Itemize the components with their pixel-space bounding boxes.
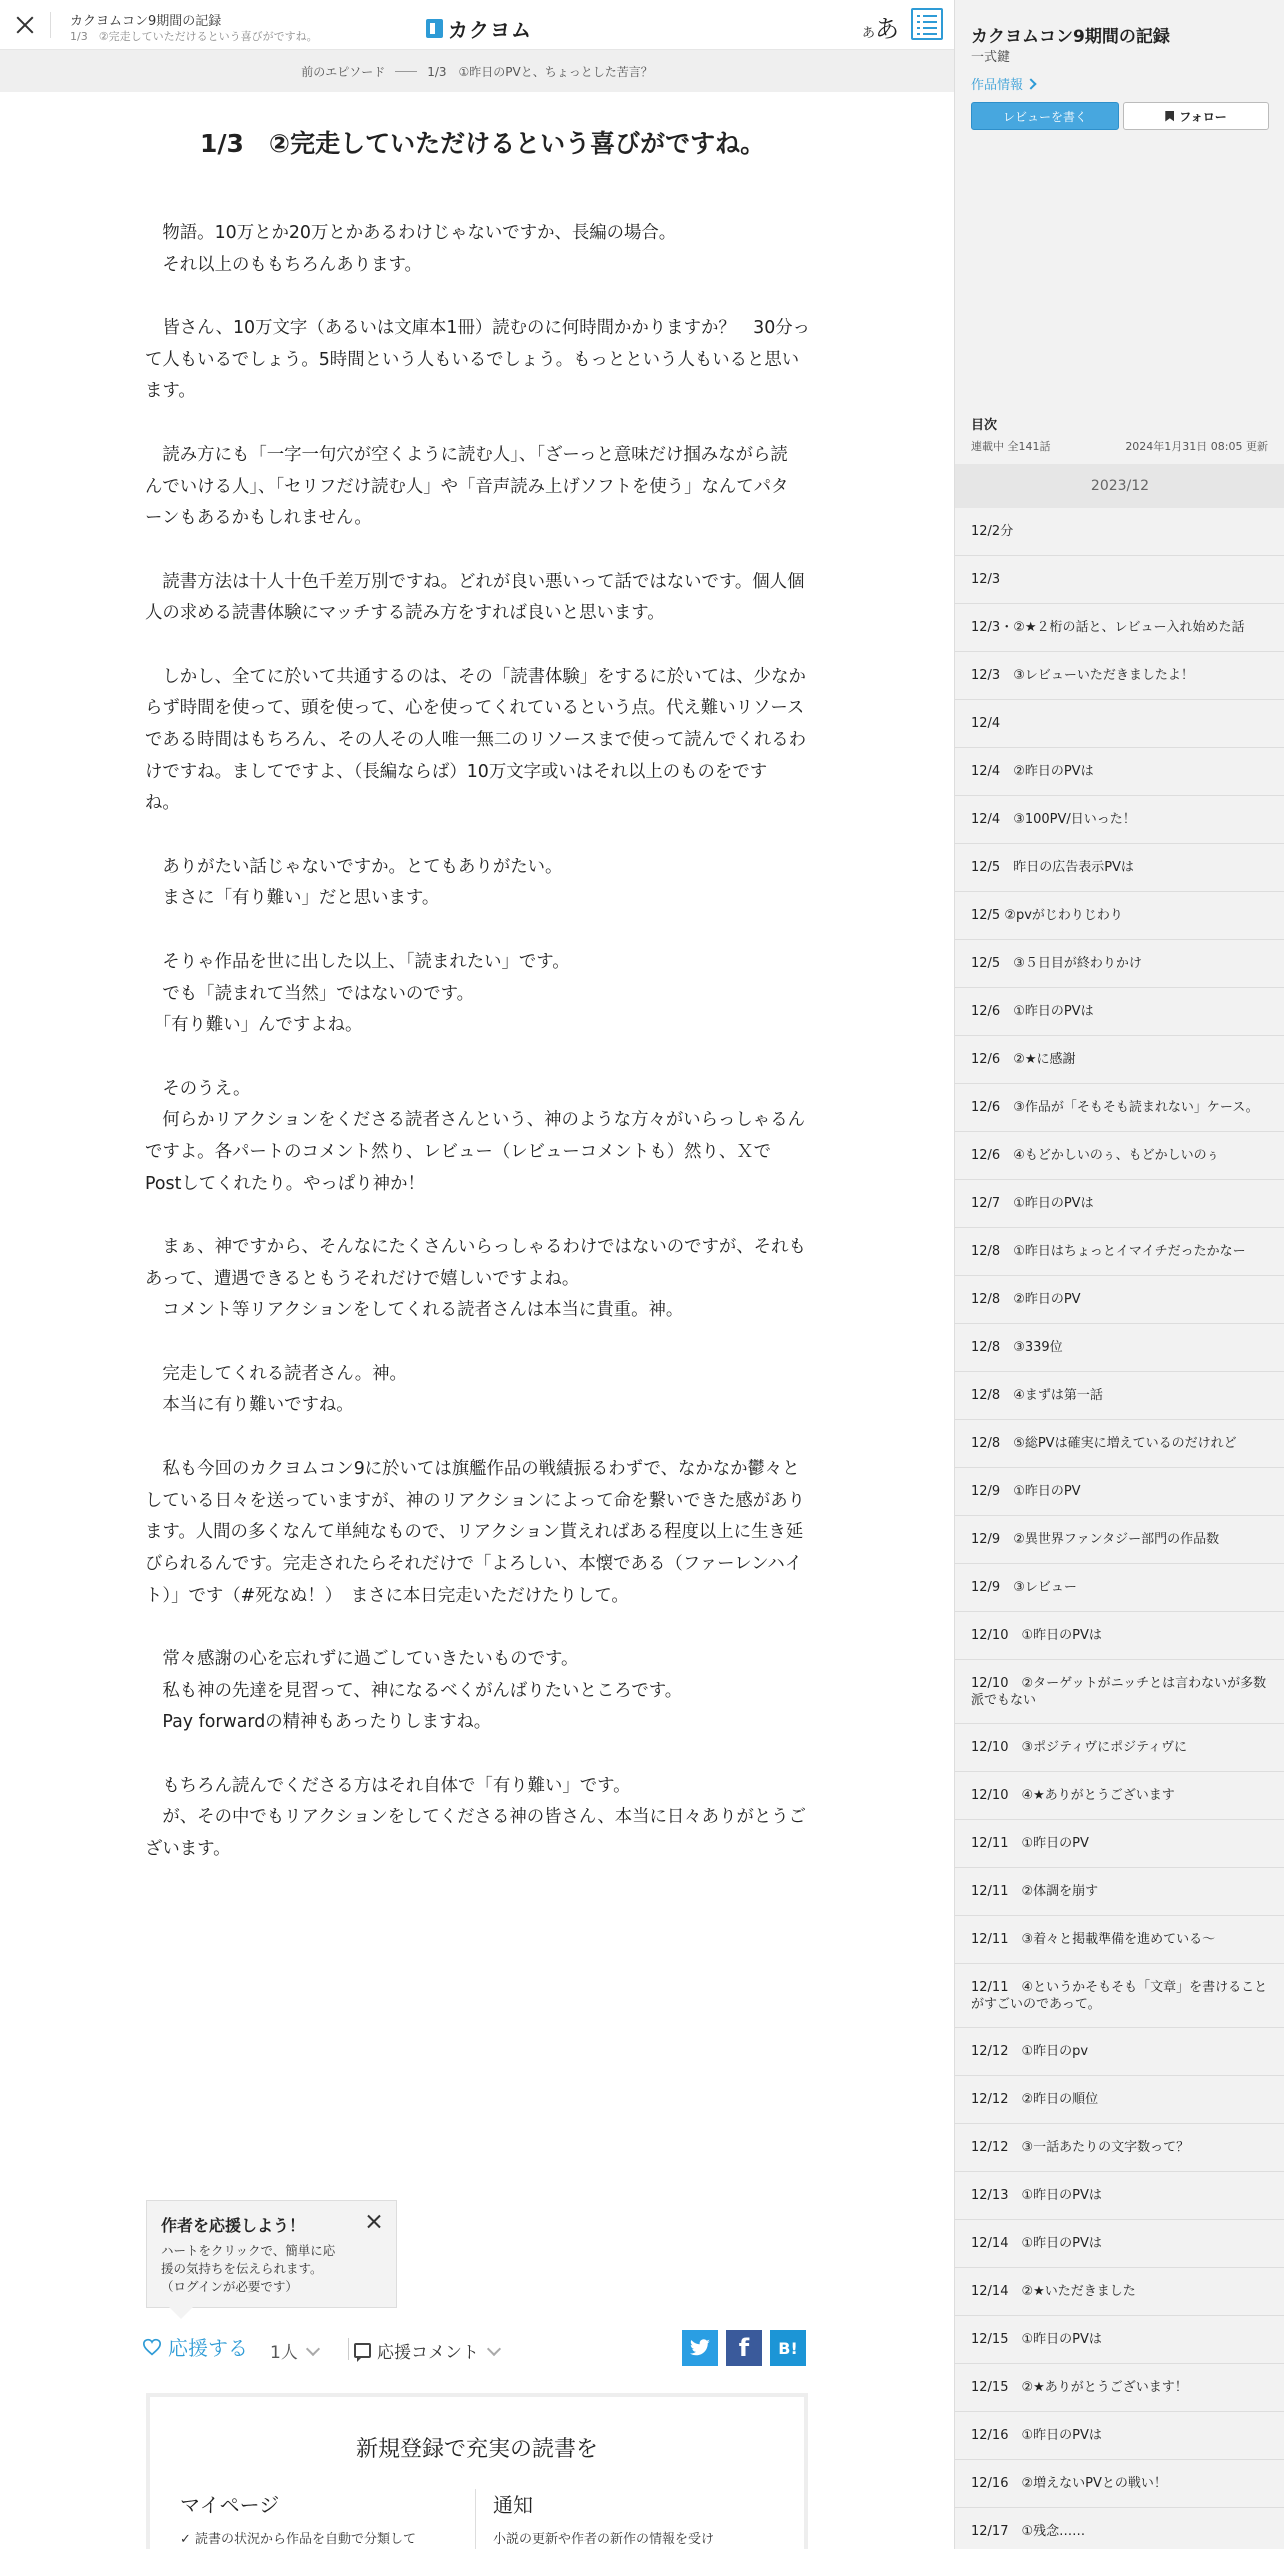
register-feature-notify: [493, 2489, 783, 2547]
toc-item[interactable]: 12/12 ③一話あたりの文字数って？: [955, 2124, 1284, 2172]
body-line: [145, 1200, 815, 1232]
body-line: [145, 1327, 815, 1359]
comment-icon: [354, 2343, 371, 2358]
body-line: [145, 820, 815, 852]
toc-item[interactable]: 12/10 ③ポジティヴにポジティヴに: [955, 1724, 1284, 1772]
toc-list: [955, 508, 1284, 2549]
cheer-tooltip: [146, 2200, 397, 2308]
body-line: 人の求める読書体験にマッチする読み方をすれば良いと思います。: [145, 603, 665, 624]
prev-episode-label[interactable]: 前のエピソード: [301, 64, 386, 79]
body-line: [145, 1422, 815, 1454]
chevron-down-icon: [306, 2341, 320, 2355]
body-line: でも「読まれて当然」ではないのです。: [145, 983, 475, 1004]
body-line: 何らかリアクションをくださる読者さんという、神のような方々がいらっしゃるん: [145, 1110, 805, 1131]
logo-text: カクヨム: [448, 18, 532, 42]
body-line: らず時間を使って、頭を使って、心を使ってくれているという点。代え難いリソース: [145, 698, 805, 719]
tooltip-body: [161, 2242, 382, 2296]
toc-item[interactable]: 12/17 ①残念……: [955, 2508, 1284, 2549]
work-info-link[interactable]: [971, 74, 1035, 93]
tooltip-line: （ログインが必要です）: [161, 2279, 298, 2294]
body-line: が、その中でもリアクションをしてくださる神の皆さん、本当に日々ありがとうご: [145, 1807, 807, 1828]
toc-item[interactable]: 12/9 ③レビュー: [955, 1564, 1284, 1612]
sidebar-work-title[interactable]: カクヨムコン9期間の記録: [971, 27, 1170, 47]
toc-item[interactable]: 12/11 ②体調を崩す: [955, 1868, 1284, 1916]
body-line: している日々を送っていますが、神のリアクションによって命を繋いできた感があり: [145, 1490, 805, 1511]
toc-item[interactable]: 12/9 ①昨日のPV: [955, 1468, 1284, 1516]
font-small-glyph: あ: [862, 26, 876, 41]
register-card: [146, 2393, 808, 2549]
body-line: そのうえ。: [145, 1078, 251, 1099]
episode-body: [145, 218, 815, 1866]
toc-item[interactable]: 12/4: [955, 700, 1284, 748]
feature-heading: マイページ: [180, 2493, 280, 2517]
body-line: である時間はもちろん、その人その人唯一無二のリソースまで使って読んでくれるわ: [145, 730, 807, 750]
cheer-count[interactable]: [270, 2338, 318, 2363]
body-line: 皆さん、10万文字（あるいは文庫本1冊）読むのに何時間かかりますか？ 30分っ: [145, 318, 811, 339]
body-line: それ以上のももちろんあります。: [145, 254, 422, 275]
body-line: そりゃ作品を世に出した以上、「読まれたい」です。: [145, 951, 570, 972]
toc-item[interactable]: 12/14 ②★いただきました: [955, 2268, 1284, 2316]
action-separator: [348, 2338, 349, 2360]
toc-item[interactable]: 12/10 ④★ありがとうございます: [955, 1772, 1284, 1820]
table-of-contents-icon[interactable]: [911, 8, 943, 40]
body-line: [145, 281, 815, 313]
body-line: ーンもあるかもしれません。: [145, 508, 372, 529]
toc-item[interactable]: 12/6 ④もどかしいのぅ、もどかしいのぅ: [955, 1132, 1284, 1180]
toc-item[interactable]: 12/12 ②昨日の順位: [955, 2076, 1284, 2124]
body-line: ね。: [145, 793, 180, 814]
facebook-share-button[interactable]: f: [726, 2330, 762, 2366]
action-bar: [142, 2328, 807, 2368]
toc-item[interactable]: 12/15 ①昨日のPVは: [955, 2316, 1284, 2364]
chevron-right-icon: [1025, 78, 1036, 89]
hatena-bookmark-button[interactable]: B!: [770, 2330, 806, 2366]
follow-button[interactable]: [1123, 102, 1269, 130]
toc-month-header[interactable]: 2023/12: [955, 464, 1284, 508]
close-icon[interactable]: [12, 12, 38, 38]
cheer-comment-button[interactable]: [354, 2338, 499, 2363]
work-info-label: 作品情報: [971, 78, 1024, 93]
toc-item[interactable]: 12/11 ①昨日のPV: [955, 1820, 1284, 1868]
toc-item[interactable]: 12/2分: [955, 508, 1284, 556]
toc-item[interactable]: 12/5 ③５日目が終わりかけ: [955, 940, 1284, 988]
toc-item[interactable]: 12/5 昨日の広告表示PVは: [955, 844, 1284, 892]
toc-item[interactable]: 12/7 ①昨日のPVは: [955, 1180, 1284, 1228]
toc-item[interactable]: 12/8 ①昨日はちょっとイマイチだったかなー: [955, 1228, 1284, 1276]
tooltip-tail: [169, 2307, 193, 2319]
follow-label: フォロー: [1179, 109, 1227, 124]
body-line: まさに「有り難い」だと思います。: [145, 888, 440, 909]
font-size-button[interactable]: [862, 9, 899, 44]
body-line: [145, 535, 815, 567]
cheer-count-value: 1人: [270, 2343, 298, 2363]
prev-episode-title[interactable]: 1/3 ①昨日のPVと、ちょっとした苦言？: [427, 64, 653, 79]
body-line: けですね。ましてですよ、（長編ならば）10万文字或いはそれ以上のものをです: [145, 761, 768, 782]
top-header: [0, 0, 954, 50]
font-large-glyph: あ: [875, 15, 900, 43]
chevron-down-icon: [487, 2341, 501, 2355]
body-line: ます。: [145, 381, 196, 402]
toc-item[interactable]: 12/14 ①昨日のPVは: [955, 2220, 1284, 2268]
body-line: あって、遭遇できるともうそれだけで嬉しいですよね。: [145, 1268, 580, 1289]
feature-text: 小説の更新や作者の新作の情報を受け: [493, 2532, 715, 2547]
work-title[interactable]: カクヨムコン9期間の記録: [70, 14, 222, 29]
toc-item[interactable]: 12/4 ②昨日のPVは: [955, 748, 1284, 796]
body-line: ます。人間の多くなんて単純なもので、リアクション貰えればある程度以上に生き延: [145, 1522, 804, 1543]
body-line: 本当に有り難いですね。: [145, 1395, 354, 1416]
twitter-bird-icon: [689, 2339, 711, 2357]
body-line: ありがたい話じゃないですか。とてもありがたい。: [145, 856, 563, 877]
toc-item[interactable]: 12/9 ②異世界ファンタジー部門の作品数: [955, 1516, 1284, 1564]
tooltip-line: 援の気持ちを伝えられます。: [161, 2261, 323, 2276]
sidebar: [954, 0, 1284, 2549]
body-line: Postしてくれたり。やっぱり神か！: [145, 1173, 425, 1194]
toc-item[interactable]: 12/12 ①昨日のpv: [955, 2028, 1284, 2076]
body-line: 私も今回のカクヨムコン9に於いては旗艦作品の戦績振るわずで、なかなか鬱々と: [145, 1458, 800, 1479]
episode-subtitle: 1/3 ②完走していただけるという喜びがですね。: [70, 30, 318, 43]
register-feature-mypage: [180, 2489, 450, 2547]
bookmark-plus-icon: [1165, 111, 1174, 122]
toc-item[interactable]: 12/6 ②★に感謝: [955, 1036, 1284, 1084]
register-title: 新規登録で充実の読書を: [355, 2437, 598, 2462]
toc-item[interactable]: 12/15 ②★ありがとうございます！: [955, 2364, 1284, 2412]
feature-text: ✓ 読書の状況から作品を自動で分類して: [180, 2532, 417, 2547]
body-line: [145, 1739, 815, 1771]
sidebar-author[interactable]: 一式鍵: [971, 50, 1011, 65]
body-line: Pay forwardの精神もあったりしますね。: [145, 1712, 492, 1733]
toc-item[interactable]: 12/8 ④まずは第一話: [955, 1372, 1284, 1420]
toc-item[interactable]: 12/6 ③作品が「そもそも読まれない」ケース。: [955, 1084, 1284, 1132]
twitter-share-button[interactable]: [682, 2330, 718, 2366]
body-line: 完走してくれる読者さん。神。: [145, 1363, 407, 1384]
header-divider: [50, 12, 51, 38]
write-review-button[interactable]: レビューを書く: [971, 102, 1119, 130]
body-line: 読書方法は十人十色千差万別ですね。どれが良い悪いって話ではないです。個人個: [145, 571, 805, 592]
tooltip-line: ハートをクリックで、簡単に応: [161, 2243, 336, 2258]
toc-item[interactable]: 12/10 ②ターゲットがニッチとは言わないが多数派でもない: [955, 1660, 1284, 1724]
toc-item[interactable]: 12/4 ③100PV/日いった！: [955, 796, 1284, 844]
feature-heading: 通知: [493, 2493, 533, 2517]
body-line: ト）」です（#死なぬ！） まさに本日完走いただけたりして。: [145, 1585, 629, 1606]
toc-item[interactable]: 12/11 ③着々と掲載準備を進めている〜: [955, 1916, 1284, 1964]
toc-item[interactable]: 12/11 ④というかそもそも「文章」を書けることがすごいのであって。: [955, 1964, 1284, 2028]
body-line: んでいける人」、「セリフだけ読む人」や「音声読み上げソフトを使う」なんてパタ: [145, 476, 789, 497]
toc-item[interactable]: 12/8 ③339位: [955, 1324, 1284, 1372]
toc-item[interactable]: 12/3: [955, 556, 1284, 604]
body-line: [145, 1612, 815, 1644]
body-line: て人もいるでしょう。5時間という人もいるでしょう。もっとという人もいると思い: [145, 349, 800, 370]
tooltip-title: 作者を応援しよう！: [161, 2216, 306, 2235]
body-line: ですよ。各パートのコメント然り、レビュー（レビューコメントも）然り、Ｘで: [145, 1141, 772, 1162]
body-line: もちろん読んでくださる方はそれ自体で「有り難い」です。: [145, 1775, 631, 1796]
episode-title: 1/3 ②完走していただけるという喜びがですね。: [200, 129, 766, 158]
toc-item[interactable]: 12/5 ②pvがじわりじわり: [955, 892, 1284, 940]
toc-item[interactable]: 12/16 ①昨日のPVは: [955, 2412, 1284, 2460]
body-line: [145, 1042, 815, 1074]
body-line: しかし、全てに於いて共通するのは、その「読書体験」をするに於いては、少なか: [145, 666, 806, 687]
body-line: 読み方にも「一字一句穴が空くように読む人」、「ざーっと意味だけ掴みながら読: [145, 444, 788, 465]
tooltip-close-icon[interactable]: [366, 2213, 382, 2229]
body-line: 常々感謝の心を忘れずに過ごしていきたいものです。: [145, 1648, 579, 1669]
register-divider: [475, 2489, 476, 2549]
body-line: [145, 408, 815, 440]
toc-item[interactable]: 12/13 ①昨日のPVは: [955, 2172, 1284, 2220]
body-line: 物語。10万とか20万とかあるわけじゃないですか、長編の場合。: [145, 223, 677, 243]
toc-item[interactable]: 12/8 ⑤総PVは確実に増えているのだけれど: [955, 1420, 1284, 1468]
body-line: [145, 630, 815, 662]
episode-nav: [0, 50, 954, 92]
cheer-label: 応援する: [168, 2336, 248, 2360]
cheer-comment-label: 応援コメント: [377, 2343, 479, 2363]
toc-episode-count: 連載中 全141話: [971, 440, 1051, 453]
toc-heading: 目次: [971, 418, 998, 433]
body-line: びられるんです。完走されたらそれだけで「よろしい、本懐である（ファーレンハイ: [145, 1553, 803, 1574]
toc-item[interactable]: 12/8 ②昨日のPV: [955, 1276, 1284, 1324]
toc-updated-date: 2024年1月31日 08:05 更新: [1125, 440, 1268, 453]
toc-item[interactable]: 12/10 ①昨日のPVは: [955, 1612, 1284, 1660]
body-line: [145, 915, 815, 947]
body-line: 「有り難い」んですよね。: [145, 1015, 363, 1036]
nav-separator: [395, 71, 417, 72]
toc-item[interactable]: 12/3 ③レビューいただきましたよ！: [955, 652, 1284, 700]
body-line: まぁ、神ですから、そんなにたくさんいらっしゃるわけではないのですが、それも: [145, 1237, 806, 1257]
heart-icon: [142, 2338, 162, 2356]
body-line: 私も神の先達を見習って、神になるべくがんばりたいところです。: [145, 1680, 683, 1701]
logo-mark-icon: [426, 19, 443, 38]
toc-item[interactable]: 12/6 ①昨日のPVは: [955, 988, 1284, 1036]
cheer-button[interactable]: [142, 2332, 248, 2361]
body-line: ざいます。: [145, 1839, 231, 1860]
body-line: コメント等リアクションをしてくれる読者さんは本当に貴重。神。: [145, 1300, 684, 1321]
toc-item[interactable]: 12/16 ②増えないPVとの戦い！: [955, 2460, 1284, 2508]
toc-item[interactable]: 12/3・②★２桁の話と、レビュー入れ始めた話: [955, 604, 1284, 652]
kakuyomu-logo[interactable]: [426, 14, 532, 43]
